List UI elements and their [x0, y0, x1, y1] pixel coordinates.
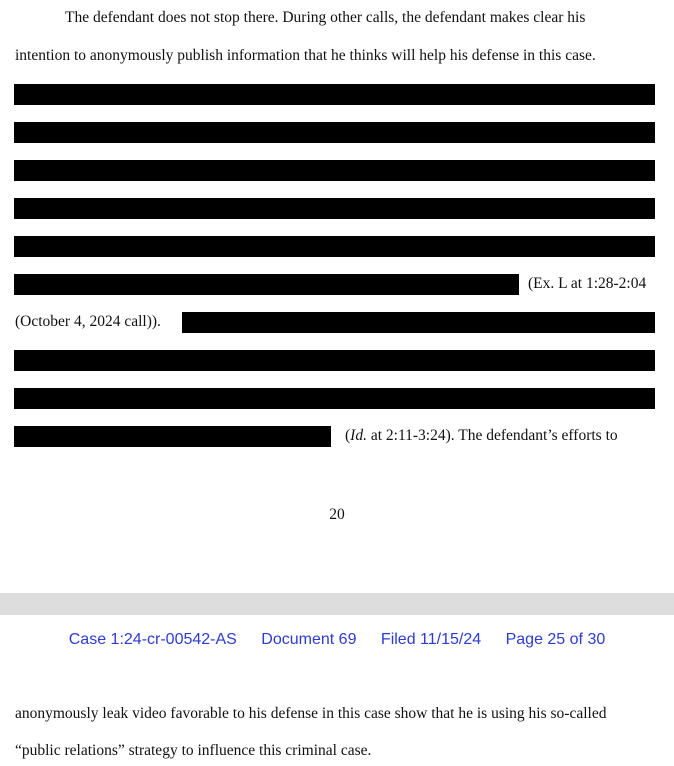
citation-id-text: at 2:11-3:24). The defendant’s efforts to — [366, 427, 618, 444]
redaction-bar — [14, 84, 655, 105]
redaction-bar — [14, 388, 655, 409]
page-number: 20 — [329, 506, 345, 523]
redaction-bar — [14, 274, 519, 295]
paragraph-line-4: “public relations” strategy to influence this criminal case. — [15, 742, 372, 759]
redaction-bar — [14, 426, 331, 447]
paragraph-line-3: anonymously leak video favorable to his defense in this case show that he is using his so-called — [15, 705, 607, 722]
page-separator — [0, 593, 674, 615]
redaction-bar — [14, 160, 655, 181]
redaction-bar — [14, 236, 655, 257]
filed-date: Filed 11/15/24 — [380, 631, 482, 648]
redaction-bar — [14, 350, 655, 371]
citation-id — [345, 426, 618, 446]
document-number: Document 69 — [261, 631, 357, 648]
redaction-bar — [14, 198, 655, 219]
paragraph-line-2: intention to anonymously publish information that he thinks will help his defense in this case. — [15, 47, 596, 64]
case-number: Case 1:24-cr-00542-AS — [68, 631, 237, 648]
page-count: Page 25 of 30 — [505, 631, 606, 648]
paragraph-line-1: The defendant does not stop there. During other calls, the defendant makes clear his — [65, 9, 586, 26]
citation-call-date: (October 4, 2024 call)). — [15, 313, 161, 330]
redaction-bar — [182, 312, 655, 333]
redaction-bar — [14, 122, 655, 143]
ecf-header — [0, 631, 674, 649]
citation-open-paren: ( — [345, 427, 351, 444]
citation-exhibit-l: (Ex. L at 1:28-2:04 — [528, 275, 647, 292]
citation-id-italic: Id. — [350, 427, 367, 444]
